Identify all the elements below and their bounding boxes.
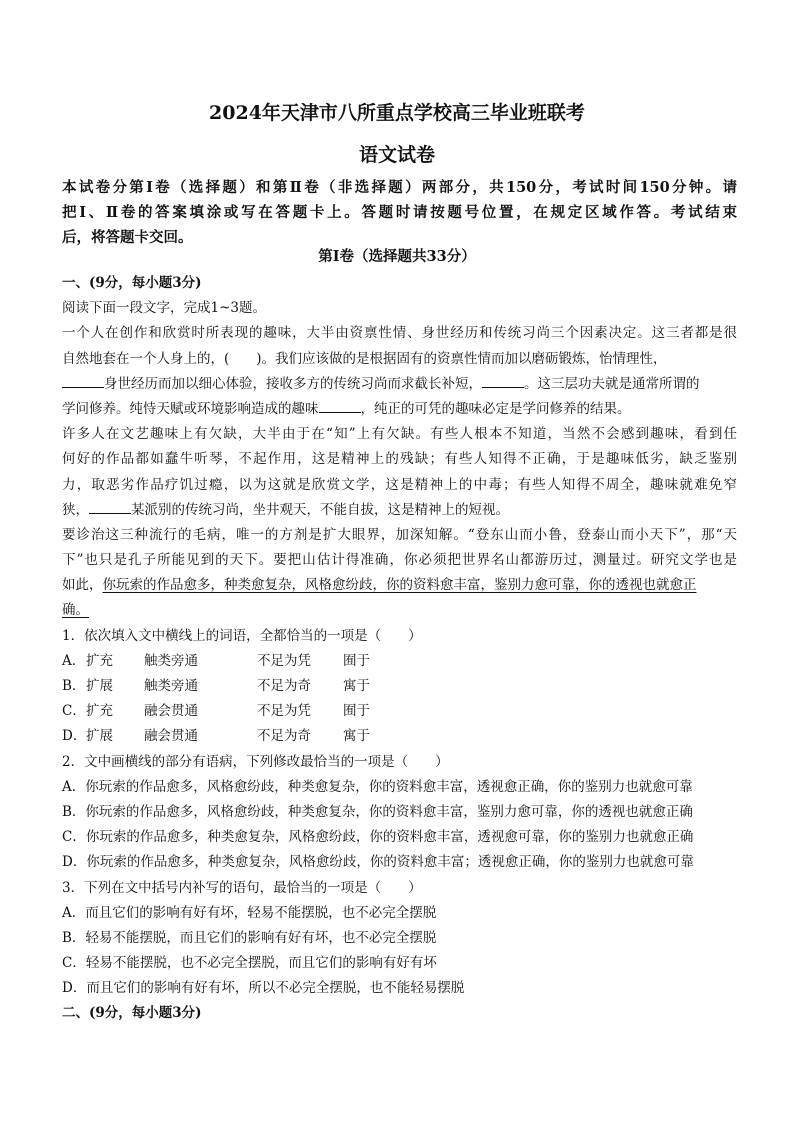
option-c — [62, 699, 737, 724]
option-word: 融会贯通 — [144, 728, 198, 745]
reading-instruction: 阅读下面一段文字，完成1~3题。 — [62, 300, 266, 317]
option-b — [62, 674, 737, 699]
option-a: A．你玩索的作品愈多，风格愈纷歧，种类愈复杂，你的资料愈丰富，透视愈正确，你的鉴别力也就愈可靠 — [62, 778, 693, 795]
option-word: 融会贯通 — [144, 703, 198, 720]
exam-subtitle: 语文试卷 — [358, 144, 435, 166]
answer-blank — [62, 373, 104, 388]
underlined-sentence: 确。 — [62, 602, 89, 619]
passage-text: 。这三层功夫就是通常所谓的 — [524, 375, 700, 392]
option-word: 扩充 — [86, 703, 113, 720]
part-heading: 二、(9分，每小题3分) — [62, 1005, 202, 1022]
option-word: 扩展 — [86, 728, 113, 745]
section-heading: 第Ⅰ卷（选择题共33分） — [318, 248, 476, 265]
answer-blank — [89, 499, 131, 514]
option-b: B．轻易不能摆脱，而且它们的影响有好有坏，也不必完全摆脱 — [62, 929, 437, 946]
option-word: 触类旁通 — [144, 678, 198, 694]
option-word: 囿于 — [343, 652, 370, 669]
option-word: 扩充 — [86, 652, 113, 669]
passage-line — [62, 372, 737, 397]
option-d: D．而且它们的影响有好有坏，所以不必完全摆脱，也不能轻易摆脱 — [62, 980, 465, 997]
part-heading: 一、(9分，每小题3分) — [62, 275, 202, 291]
passage-text: 狭， — [62, 501, 89, 518]
instruction-line: 本试卷分第Ⅰ卷（选择题）和第Ⅱ卷（非选择题）两部分，共150分，考试时间150分钟。请 — [62, 179, 737, 196]
passage-text: 某派别的传统习尚，坐井观天，不能自拔，这是精神上的短视。 — [131, 501, 509, 518]
option-letter: D． — [62, 728, 87, 745]
passage-line — [62, 598, 737, 623]
passage-text: ，纯正的可凭的趣味必定是学问修养的结果。 — [360, 400, 631, 417]
option-letter: C． — [62, 703, 86, 720]
option-c: C．你玩索的作品愈多，种类愈复杂，风格愈纷歧，你的资料愈丰富，透视愈可靠，你的鉴别力也就愈正确 — [62, 829, 694, 846]
option-a — [62, 649, 737, 674]
exam-body — [62, 271, 737, 1027]
passage-line — [62, 498, 737, 523]
option-letter: B． — [62, 678, 86, 694]
question-stem: 1．依次填入文中横线上的词语，全都恰当的一项是（ ） — [62, 627, 422, 644]
exam-title: 2024年天津市八所重点学校高三毕业班联考 — [209, 102, 585, 124]
answer-blank — [319, 398, 361, 413]
option-d: D．你玩索的作品愈多，种类愈复杂，风格愈纷歧，你的资料愈丰富；透视愈正确，你的鉴别力也就愈可靠 — [62, 854, 694, 871]
passage-text: 学问修养。纯恃天赋或环境影响造成的趣味 — [62, 400, 319, 417]
option-letter: A． — [62, 652, 86, 669]
option-word: 扩展 — [86, 678, 113, 694]
passage-line: 一个人在创作和欣赏时所表现的趣味，大半由资禀性情、身世经历和传统习尚三个因素决定。这三者都是很 — [62, 325, 737, 342]
option-a: A．而且它们的影响有好有坏，轻易不能摆脱，也不必完全摆脱 — [62, 904, 437, 921]
option-word: 不足为凭 — [257, 652, 311, 669]
option-word: 囿于 — [343, 703, 370, 720]
passage-line: 力，取恶劣作品疗饥过瘾，以为这就是欣赏文学，这是精神上的中毒；有些人知得不周全，趣味就难免窄 — [62, 476, 737, 493]
passage-text: 身世经历而加以细心体验，接收多方的传统习尚而求截长补短， — [104, 375, 482, 392]
passage-line: 自然地套在一个人身上的，( )。我们应该做的是根据固有的资禀性情而加以磨砺锻炼，怡情理性， — [62, 350, 667, 367]
exam-instructions — [62, 174, 737, 250]
option-d — [62, 724, 737, 749]
option-word: 触类旁通 — [144, 652, 198, 669]
question-stem: 3．下列在文中括号内补写的语句，最恰当的一项是（ ） — [62, 879, 422, 896]
option-b: B．你玩索的作品愈多，风格愈纷歧，种类愈复杂，你的资料愈丰富，鉴别力愈可靠，你的透视也就愈正确 — [62, 803, 693, 820]
passage-line — [62, 573, 737, 598]
answer-blank — [482, 373, 524, 388]
option-word: 不足为奇 — [257, 678, 311, 694]
passage-line: 何好的作品都如蠢牛听琴，不起作用，这是精神上的残缺；有些人知得不正确，于是趣味低劣，缺乏鉴别 — [62, 451, 737, 468]
instruction-line: 后，将答题卡交回。 — [62, 229, 193, 247]
option-word: 寓于 — [343, 678, 370, 694]
instruction-line: 把Ⅰ、Ⅱ卷的答案填涂或写在答题卡上。答题时请按题号位置，在规定区域作答。考试结束 — [62, 204, 737, 222]
option-c: C．轻易不能摆脱，也不必完全摆脱，而且它们的影响有好有坏 — [62, 955, 437, 972]
passage-line: 要诊治这三种流行的毛病，唯一的方剂是扩大眼界，加深知解。“登东山而小鲁，登泰山而小天下”，那“天 — [62, 526, 737, 543]
option-word: 寓于 — [343, 728, 370, 745]
passage-line — [62, 397, 737, 422]
passage-line: 下”也只是孔子所能见到的天下。要把山估计得准确，你必须把世界名山都游历过，测量过。研究文学也是 — [62, 552, 737, 569]
option-word: 不足为凭 — [257, 703, 311, 720]
underlined-sentence: 你玩索的作品愈多，种类愈复杂，风格愈纷歧，你的资料愈丰富，鉴别力愈可靠，你的透视也就愈正 — [102, 577, 697, 594]
option-word: 不足为奇 — [257, 728, 311, 745]
passage-text: 如此， — [62, 577, 103, 594]
question-stem: 2．文中画横线的部分有语病，下列修改最恰当的一项是（ ） — [62, 753, 449, 770]
passage-line: 许多人在文艺趣味上有欠缺，大半由于在“知”上有欠缺。有些人根本不知道，当然不会感到趣味，看到任 — [62, 426, 737, 443]
